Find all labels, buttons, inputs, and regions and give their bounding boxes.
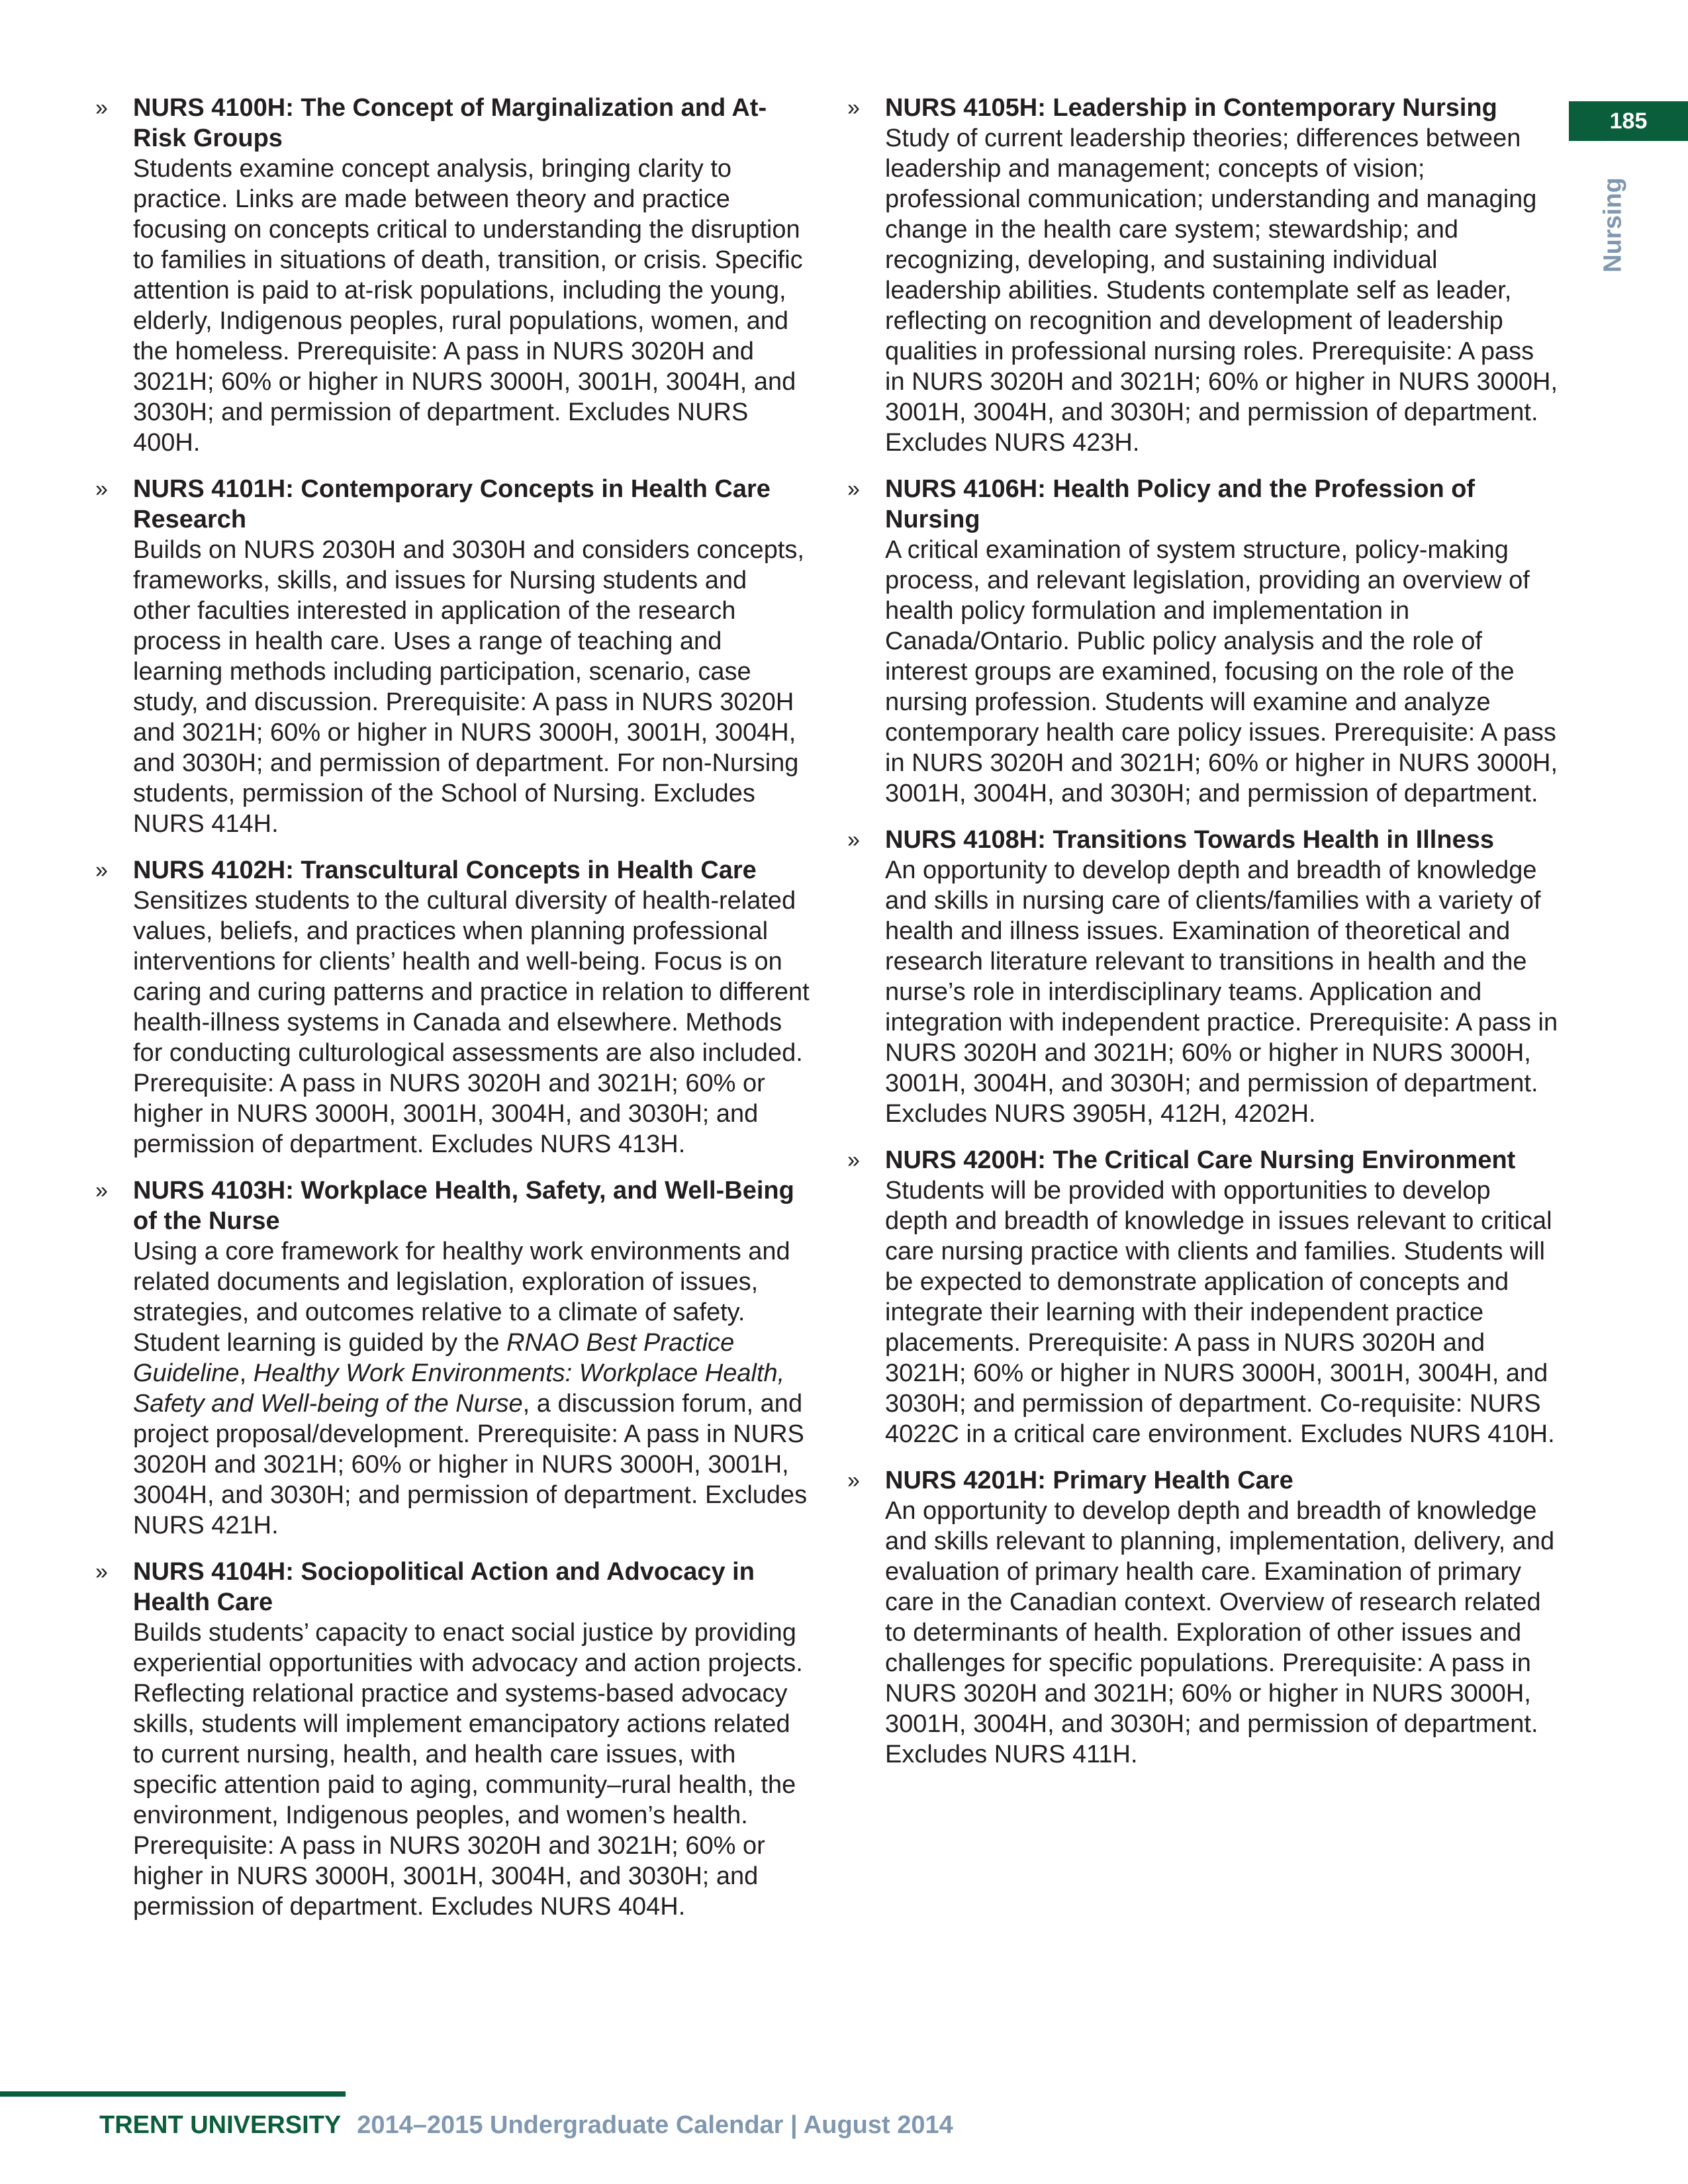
page-footer [99,2110,953,2140]
description-text: An opportunity to develop depth and breadth of knowledge and skills in nursing care of clients/families with a variety of health and illness issues. Examination of theoretical and research literature relevant to transitions in health and the nurse’s role in interdisciplinary teams. Application and integration with independent practice. Prerequisite: A pass in NURS 3020H and 3021H; 60% or higher in NURS 3000H, 3001H, 3004H, and 3030H; and permission of department. Excludes NURS 3905H, 412H, 4202H. [885,856,1558,1128]
section-side-label: Nursing [1599,177,1627,273]
bullet-marker: » [847,95,860,120]
course-description [133,535,811,839]
course-entry [845,1465,1560,1770]
course-description [885,1496,1560,1770]
course-title: NURS 4105H: Leadership in Contemporary Nursing [885,94,1497,122]
description-text: Builds students’ capacity to enact social justice by providing experiential opportunities with advocacy and action projects. Reflecting relational practice and systems-based advocacy skills, students will implement emancipatory actions related to current nursing, health, and health care issues, with specific attention paid to aging, community–rural health, the environment, Indigenous peoples, and women’s health. Prerequisite: A pass in NURS 3020H and 3021H; 60% or higher in NURS 3000H, 3001H, 3004H, and 3030H; and permission of department. Excludes NURS 404H. [133,1619,803,1921]
course-entry [93,93,811,458]
course-entry [93,855,811,1160]
course-description [133,886,811,1160]
course-description [885,855,1560,1129]
course-description [885,1175,1560,1449]
course-entry [845,1145,1560,1449]
right-column [845,93,1560,1786]
description-text: , [239,1359,254,1387]
course-title: NURS 4101H: Contemporary Concepts in Health Care Research [133,475,771,533]
course-description [885,123,1560,458]
course-description [885,535,1560,809]
bullet-marker: » [95,1559,108,1584]
footer-rule [0,2091,346,2097]
description-text: Students will be provided with opportunities to develop depth and breadth of knowledge in issues relevant to critical care nursing practice with clients and families. Students will be expected to demonstrate application of concepts and integrate their learning with their independent practice placements. Prerequisite: A pass in NURS 3020H and 3021H; 60% or higher in NURS 3000H, 3001H, 3004H, and 3030H; and permission of department. Co-requisite: NURS 4022C in a critical care environment. Excludes NURS 410H. [885,1177,1555,1448]
course-title: NURS 4201H: Primary Health Care [885,1467,1293,1494]
description-text: Using a core framework for healthy work environments and related documents and legislation, exploration of issues, strategies, and outcomes relative to a climate of safety. Student learning is guided by the [133,1238,790,1357]
description-text: An opportunity to develop depth and breadth of knowledge and skills relevant to planning, implementation, delivery, and evaluation of primary health care. Examination of primary care in the Canadian context. Overview of research related to determinants of health. Exploration of other issues and challenges for specific populations. Prerequisite: A pass in NURS 3020H and 3021H; 60% or higher in NURS 3000H, 3001H, 3004H, and 3030H; and permission of department. Excludes NURS 411H. [885,1497,1555,1768]
bullet-marker: » [95,858,108,883]
course-title: NURS 4102H: Transcultural Concepts in Health Care [133,856,757,884]
course-title: NURS 4104H: Sociopolitical Action and Advocacy in Health Care [133,1558,755,1616]
course-entry [845,474,1560,809]
description-text: A critical examination of system structure, policy-making process, and relevant legislation, providing an overview of health policy formulation and implementation in Canada/Ontario. Public policy analysis and the role of interest groups are examined, focusing on the role of the nursing profession. Students will examine and analyze contemporary health care policy issues. Prerequisite: A pass in NURS 3020H and 3021H; 60% or higher in NURS 3000H, 3001H, 3004H, and 3030H; and permission of department. [885,536,1558,807]
bullet-marker: » [847,477,860,502]
course-entry [845,93,1560,458]
footer-university: TRENT UNIVERSITY [99,2111,342,2139]
course-entry [93,1175,811,1541]
description-text: Builds on NURS 2030H and 3030H and considers concepts, frameworks, skills, and issues for Nursing students and other faculties interested in application of the research process in health care. Uses a range of teaching and learning methods including participation, scenario, case study, and discussion. Prerequisite: A pass in NURS 3020H and 3021H; 60% or higher in NURS 3000H, 3001H, 3004H, and 3030H; and permission of department. For non-Nursing students, permission of the School of Nursing. Excludes NURS 414H. [133,536,804,838]
course-entry [93,474,811,839]
course-title: NURS 4100H: The Concept of Marginalization and At-Risk Groups [133,94,767,152]
description-text: Study of current leadership theories; differences between leadership and management; concepts of vision; professional communication; understanding and managing change in the health care system; stewardship; and recognizing, developing, and sustaining individual leadership abilities. Students contemplate self as leader, reflecting on recognition and development of leadership qualities in professional nursing roles. Prerequisite: A pass in NURS 3020H and 3021H; 60% or higher in NURS 3000H, 3001H, 3004H, and 3030H; and permission of department. Excludes NURS 423H. [885,124,1558,457]
bullet-marker: » [95,1178,108,1203]
description-text: , a discussion forum, and project proposal/development. Prerequisite: A pass in NURS 3020H and 3021H; 60% or higher in NURS 3000H, 3001H, 3004H, and 3030H; and permission of department. Excludes NURS 421H. [133,1390,808,1539]
bullet-marker: » [847,1148,860,1173]
description-text: Sensitizes students to the cultural diversity of health-related values, beliefs, and practices when planning professional interventions for clients’ health and well-being. Focus is on caring and curing patterns and practice in relation to different health-illness systems in Canada and elsewhere. Methods for conducting culturological assessments are also included. Prerequisite: A pass in NURS 3020H and 3021H; 60% or higher in NURS 3000H, 3001H, 3004H, and 3030H; and permission of department. Excludes NURS 413H. [133,887,810,1158]
page-number-badge: 185 [1569,101,1688,141]
bullet-marker: » [95,477,108,502]
bullet-marker: » [847,1468,860,1493]
course-description [133,154,811,458]
bullet-marker: » [847,827,860,852]
course-entry [93,1557,811,1922]
footer-calendar: 2014–2015 Undergraduate Calendar | August 2014 [357,2111,953,2139]
course-title: NURS 4108H: Transitions Towards Health in Illness [885,826,1494,854]
bullet-marker: » [95,95,108,120]
course-description [133,1236,811,1541]
course-description [133,1617,811,1922]
course-entry [845,825,1560,1129]
course-title: NURS 4106H: Health Policy and the Profession of Nursing [885,475,1476,533]
left-column [93,93,811,1938]
guideline-subtitle-italic: Healthy Work Environments: Workplace Health, Safety and Well-being of the Nurse [133,1359,785,1418]
course-title: NURS 4103H: Workplace Health, Safety, and Well-Being of the Nurse [133,1177,794,1235]
guideline-title-italic: RNAO Best Practice Guideline [133,1329,735,1387]
course-title: NURS 4200H: The Critical Care Nursing Environment [885,1146,1516,1174]
description-text: Students examine concept analysis, bringing clarity to practice. Links are made between theory and practice focusing on concepts critical to understanding the disruption to families in situations of death, transition, or crisis. Specific attention is paid to at-risk populations, including the young, elderly, Indigenous peoples, rural populations, women, and the homeless. Prerequisite: A pass in NURS 3020H and 3021H; 60% or higher in NURS 3000H, 3001H, 3004H, and 3030H; and permission of department. Excludes NURS 400H. [133,155,803,457]
